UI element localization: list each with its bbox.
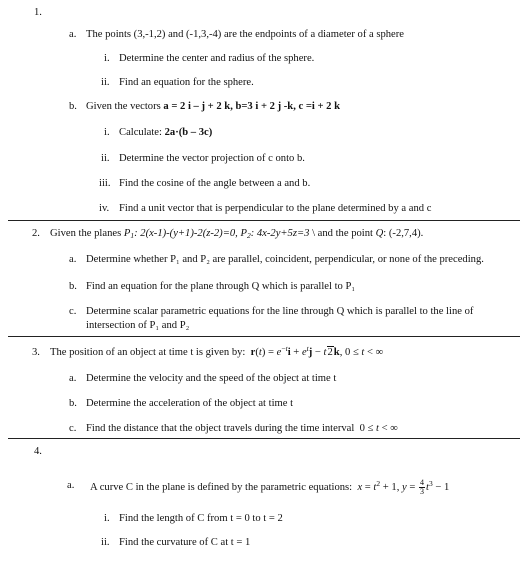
divider-1	[8, 220, 520, 221]
q3c-text: Find the distance that the object travels during the time interval	[86, 423, 355, 434]
q2-p2-equation: : 4x-2y+5z=3	[250, 228, 310, 239]
q2b-text: Find an equation for the plane through Q which is parallel to P₁	[86, 281, 356, 292]
q1b-ii-text: Determine the vector projection of c onto b.	[119, 153, 305, 164]
q1b-i-label: i.	[104, 127, 110, 138]
q2c-line1: Determine scalar parametric equations for the line through Q which is parallel to the line of	[86, 306, 474, 317]
q1a-i-text: Determine the center and radius of the sphere.	[119, 53, 315, 64]
q1b-iii-text: Find the cosine of the angle between a and b.	[119, 178, 311, 189]
q1b-iv-text: Find a unit vector that is perpendicular to the plane determined by a and c	[119, 203, 432, 214]
q1b-i-text: Calculate:	[119, 127, 162, 138]
q2-text-after: \ and the point	[312, 228, 373, 239]
q4a-ii-label: ii.	[101, 537, 110, 548]
q2-point: : (-2,7,4).	[383, 228, 424, 239]
q1b-line	[86, 100, 340, 113]
q4a-letter: a.	[67, 480, 75, 491]
q1-number: 1.	[34, 7, 42, 18]
q4a-line	[90, 479, 449, 496]
q1b-iii-label: iii.	[99, 178, 111, 189]
q2-p1-equation: : 2(x-1)-(y+1)-2(z-2)=0,	[134, 228, 238, 239]
q3a-letter: a.	[69, 373, 77, 384]
q1b-vectors: a = 2 i – j + 2 k, b=3 i + 2 j -k, c =i + 2 k	[163, 101, 340, 112]
q2-number: 2.	[32, 228, 40, 239]
divider-2	[8, 336, 520, 337]
q1b-prefix: Given the vectors	[86, 101, 161, 112]
q3-text: The position of an object at time t is given by:	[50, 347, 246, 358]
q1b-ii-label: ii.	[101, 153, 110, 164]
q3-number: 3.	[32, 347, 40, 358]
q1b-i-line	[119, 126, 212, 139]
q1b-i-math: 2a·(b – 3c)	[164, 127, 213, 138]
q3-math: $r(t) = e^{-t}i + e^tj - t2k$, 0 ≤ t < ∞	[250, 344, 384, 358]
q1a-ii-label: ii.	[101, 77, 110, 88]
q2b-letter: b.	[69, 281, 77, 292]
q1a-letter: a.	[69, 29, 77, 40]
q1b-iv-label: iv.	[99, 203, 110, 214]
q3c-line	[86, 422, 398, 435]
q1b-letter: b.	[69, 101, 77, 112]
q4-number: 4.	[34, 446, 42, 457]
q4a-i-label: i.	[104, 513, 110, 524]
q3c-letter: c.	[69, 423, 77, 434]
q3c-math: 0 ≤ t < ∞	[356, 423, 398, 434]
q2c-line2: intersection of P₁ and P₂	[86, 320, 190, 331]
q4a-text: A curve C in the plane is defined by the parametric equations:	[90, 481, 353, 493]
q3b-text: Determine the acceleration of the object at time t	[86, 398, 294, 409]
q2a-letter: a.	[69, 254, 77, 265]
q3a-text: Determine the velocity and the speed of the object at time t	[86, 373, 337, 384]
q4a-math: $x = t^2 + 1$, y = $\frac{4}{3}$ $t^3 - 1$	[357, 478, 450, 496]
q2-line: Given the planes $P_1$: 2(x-1)-(y+1)-2(z-2)=0, $P_2$: 4x-2y+5z=3 \ and the point Q: (-2,7,4).	[50, 228, 424, 240]
q4a-ii-text: Find the curvature of C at t = 1	[119, 537, 251, 548]
q4a-i-text: Find the length of C from t = 0 to t = 2	[119, 513, 283, 524]
q1a-ii-text: Find an equation for the sphere.	[119, 77, 254, 88]
divider-3	[8, 438, 520, 439]
q3-line	[50, 346, 383, 359]
q2a-text: Determine whether P₁ and P₂ are parallel, coincident, perpendicular, or none of the preceding.	[86, 254, 484, 265]
q1a-i-label: i.	[104, 53, 110, 64]
q2c-letter: c.	[69, 306, 77, 317]
q1a-text: The points (3,-1,2) and (-1,3,-4) are the endpoints of a diameter of a sphere	[86, 29, 404, 40]
q3b-letter: b.	[69, 398, 77, 409]
q2-text-before: Given the planes	[50, 228, 122, 239]
